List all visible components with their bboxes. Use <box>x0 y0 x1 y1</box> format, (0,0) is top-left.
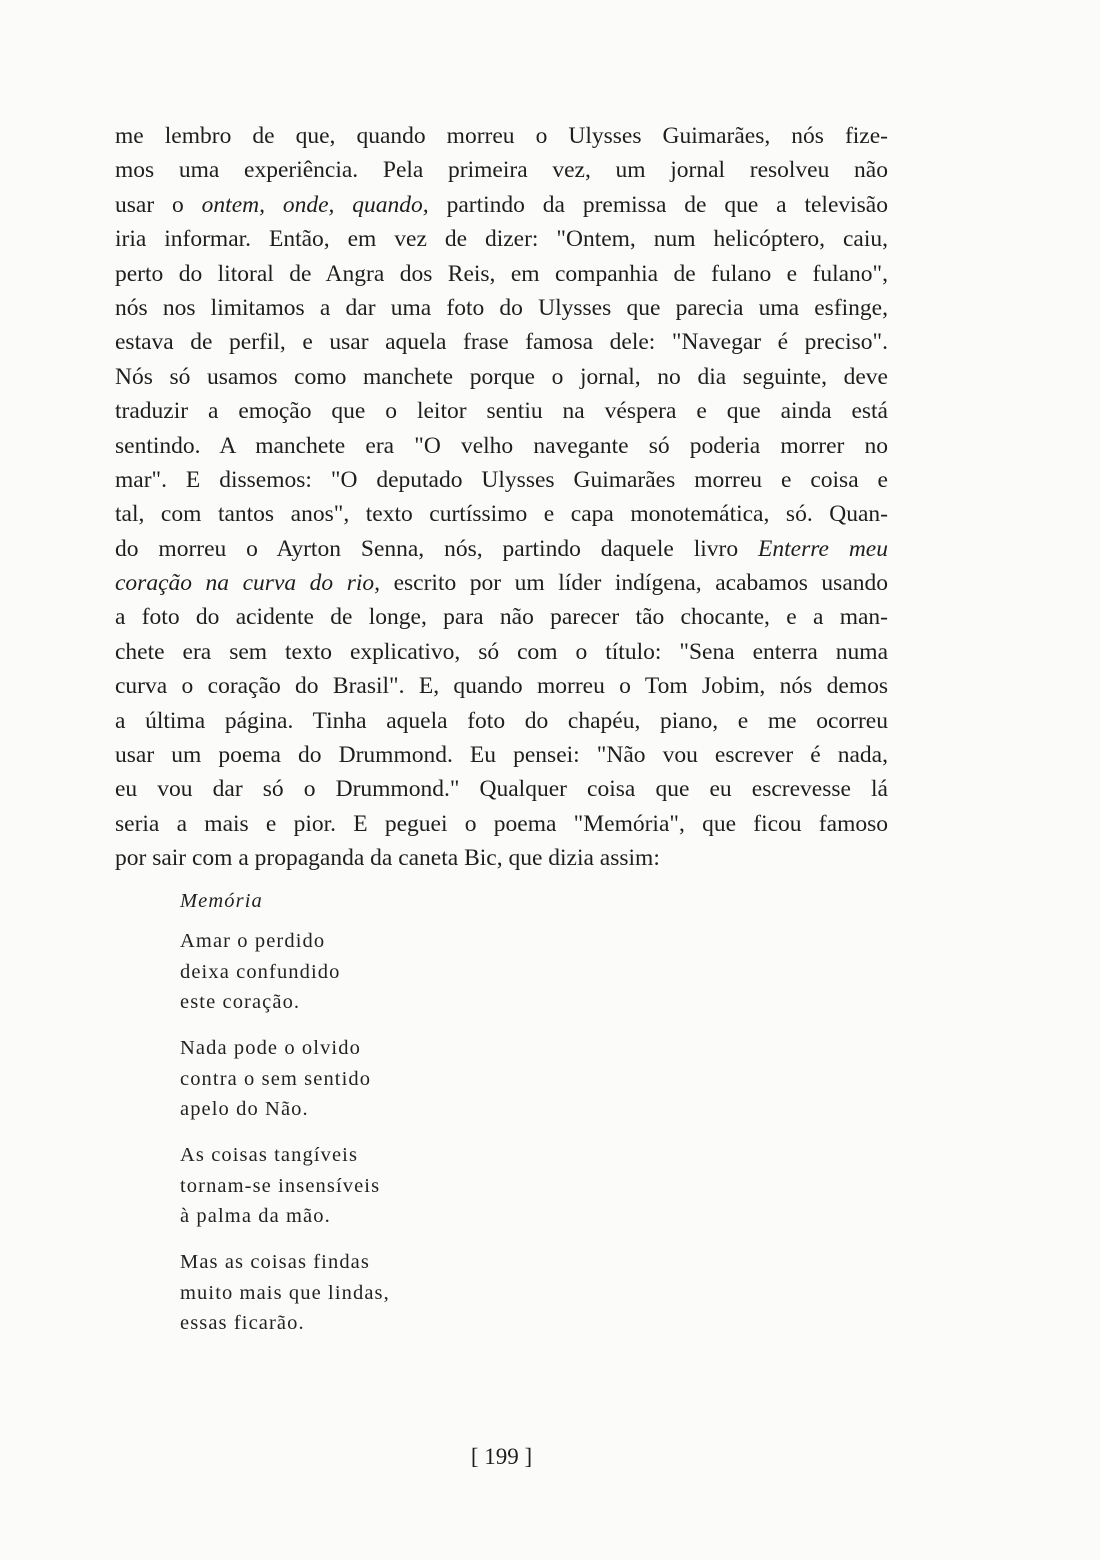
paragraph-line: me lembro de que, quando morreu o Ulysses Guimarães, nós fize- <box>115 123 888 149</box>
poem-stanza <box>180 926 390 1018</box>
poem-verse: muito mais que lindas, <box>180 1281 390 1304</box>
paragraph-line: eu vou dar só o Drummond." Qualquer coisa que eu escrevesse lá <box>115 776 888 803</box>
paragraph-line <box>115 532 888 566</box>
paragraph-line <box>115 566 888 600</box>
body-paragraph <box>115 119 888 876</box>
paragraph-line: por sair com a propaganda da caneta Bic, que dizia assim: <box>115 845 660 872</box>
paragraph-line: usar um poema do Drummond. Eu pensei: "Não vou escrever é nada, <box>115 742 888 769</box>
poem-verse: Mas as coisas findas <box>180 1251 370 1273</box>
paragraph-line: curva o coração do Brasil". E, quando morreu o Tom Jobim, nós demos <box>115 673 888 700</box>
poem-stanza <box>180 1247 390 1339</box>
line-text: escrito por um líder indígena, acabamos usando <box>380 570 889 597</box>
italic-phrase: ontem, onde, quando, <box>201 191 429 218</box>
poem-verse: à palma da mão. <box>180 1205 331 1227</box>
poem <box>180 886 390 1354</box>
paragraph-line: Nós só usamos como manchete porque o jornal, no dia seguinte, deve <box>115 363 888 390</box>
paragraph-line: a última página. Tinha aquela foto do chapéu, piano, e me ocorreu <box>115 707 888 734</box>
poem-verse: Nada pode o olvido <box>180 1037 361 1059</box>
paragraph-line: tal, com tantos anos", texto curtíssimo e capa monotemática, só. Quan- <box>115 501 888 528</box>
poem-verse: As coisas tangíveis <box>180 1144 359 1166</box>
line-text: do morreu o Ayrton Senna, nós, partindo daquele livro <box>115 535 759 562</box>
page-number: [ 199 ] <box>470 1444 533 1469</box>
poem-verse: este coração. <box>180 991 301 1013</box>
poem-verse: Amar o perdido <box>180 930 326 952</box>
paragraph-line: iria informar. Então, em vez de dizer: "Ontem, num helicóptero, caiu, <box>115 226 888 253</box>
paragraph-line: a foto do acidente de longe, para não parecer tão chocante, e a man- <box>115 604 888 631</box>
paragraph-line: perto do litoral de Angra dos Reis, em companhia de fulano e fulano", <box>115 260 888 287</box>
poem-verse: contra o sem sentido <box>180 1067 372 1090</box>
paragraph-line: nós nos limitamos a dar uma foto do Ulysses que parecia uma esfinge, <box>115 294 888 321</box>
poem-verse: deixa confundido <box>180 960 341 983</box>
line-text: usar o <box>115 191 202 218</box>
paragraph-line: seria a mais e pior. E peguei o poema "Memória", que ficou famoso <box>115 810 888 837</box>
paragraph-line: chete era sem texto explicativo, só com o título: "Sena enterra numa <box>115 638 888 665</box>
paragraph-line: mos uma experiência. Pela primeira vez, um jornal resolveu não <box>115 157 888 184</box>
poem-stanza <box>180 1033 390 1125</box>
poem-verse: tornam-se insensíveis <box>180 1174 381 1197</box>
poem-title: Memória <box>180 890 263 912</box>
paragraph-line: estava de perfil, e usar aquela frase famosa dele: "Navegar é preciso". <box>115 329 888 356</box>
paragraph-line: mar". E dissemos: "O deputado Ulysses Guimarães morreu e coisa e <box>115 466 888 493</box>
poem-verse: essas ficarão. <box>180 1312 305 1334</box>
paragraph-line: traduzir a emoção que o leitor sentiu na véspera e que ainda está <box>115 398 888 425</box>
paragraph-line <box>115 188 888 222</box>
paragraph-line: sentindo. A manchete era "O velho navegante só poderia morrer no <box>115 432 888 459</box>
poem-stanza <box>180 1140 390 1232</box>
poem-verse: apelo do Não. <box>180 1098 309 1120</box>
line-text: partindo da premissa de que a televisão <box>428 191 888 218</box>
italic-book-title: Enterre meu <box>758 535 888 562</box>
italic-book-title: coração na curva do rio, <box>115 570 381 597</box>
